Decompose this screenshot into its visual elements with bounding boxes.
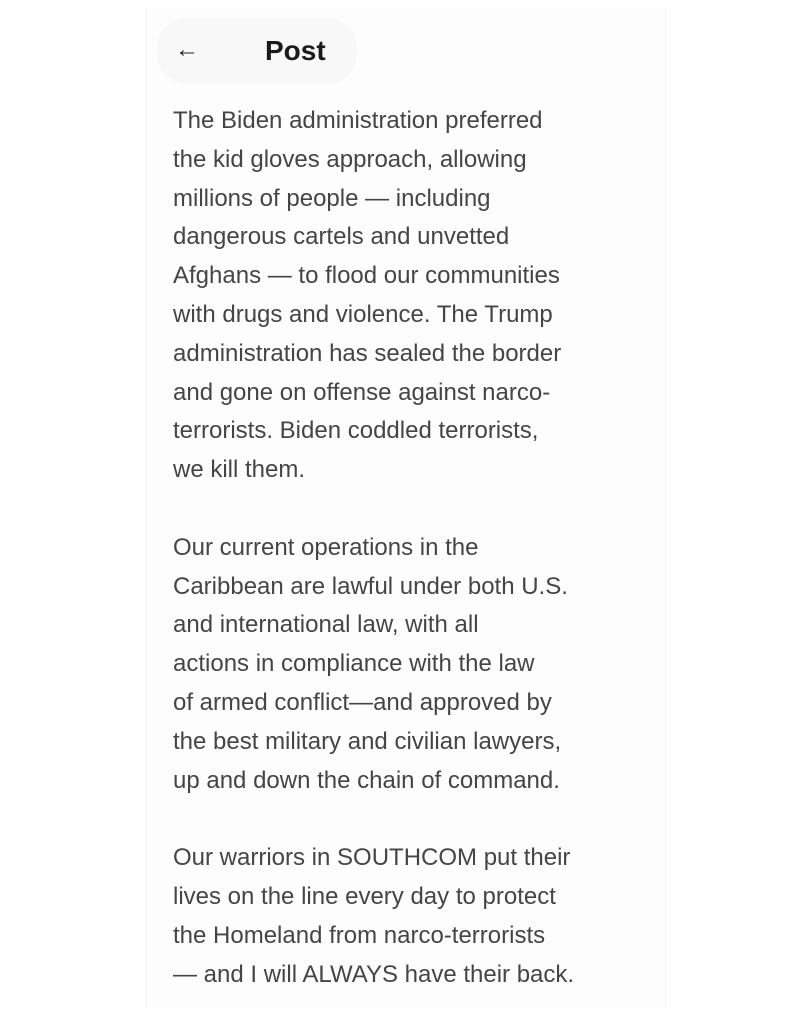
post-text-line: up and down the chain of command. (173, 766, 560, 794)
post-text-line: with drugs and violence. The Trump (173, 300, 553, 328)
post-text-line: the Homeland from narco-terrorists (173, 921, 546, 949)
post-text-line: Our current operations in the (173, 533, 479, 561)
post-text-line: the best military and civilian lawyers, (173, 727, 562, 755)
post-text-line: The Biden administration preferred (173, 107, 543, 134)
post-text-line: terrorists. Biden coddled terrorists, (173, 417, 539, 445)
post-text-line: Afghans — to flood our communities (173, 262, 560, 290)
post-text-line: the kid gloves approach, allowing (173, 145, 527, 173)
post-text-line: — and I will ALWAYS have their back. (173, 960, 575, 988)
page-title: Post (265, 35, 326, 66)
post-paragraph (173, 529, 574, 801)
post-panel (146, 8, 666, 1008)
post-paragraph (173, 102, 574, 490)
post-text-line: lives on the line every day to protect (173, 882, 556, 910)
post-text-line: Caribbean are lawful under both U.S. (173, 572, 568, 600)
post-text-line: dangerous cartels and unvetted (173, 223, 510, 251)
post-text-line: and gone on offense against narco- (173, 378, 551, 406)
post-text-line: administration has sealed the border (173, 339, 562, 367)
post-text-line: and international law, with all (173, 611, 479, 639)
post-text-line: Our warriors in SOUTHCOM put their (173, 844, 571, 872)
post-text-line: millions of people — including (173, 184, 491, 212)
post-text-line: actions in compliance with the law (173, 650, 535, 678)
post-text-line: we kill them. (173, 456, 306, 484)
post-body (173, 102, 574, 1033)
post-text-line: of armed conflict—and approved by (173, 688, 552, 716)
post-paragraph (173, 839, 574, 994)
arrow-left-icon[interactable]: ← (175, 36, 199, 63)
